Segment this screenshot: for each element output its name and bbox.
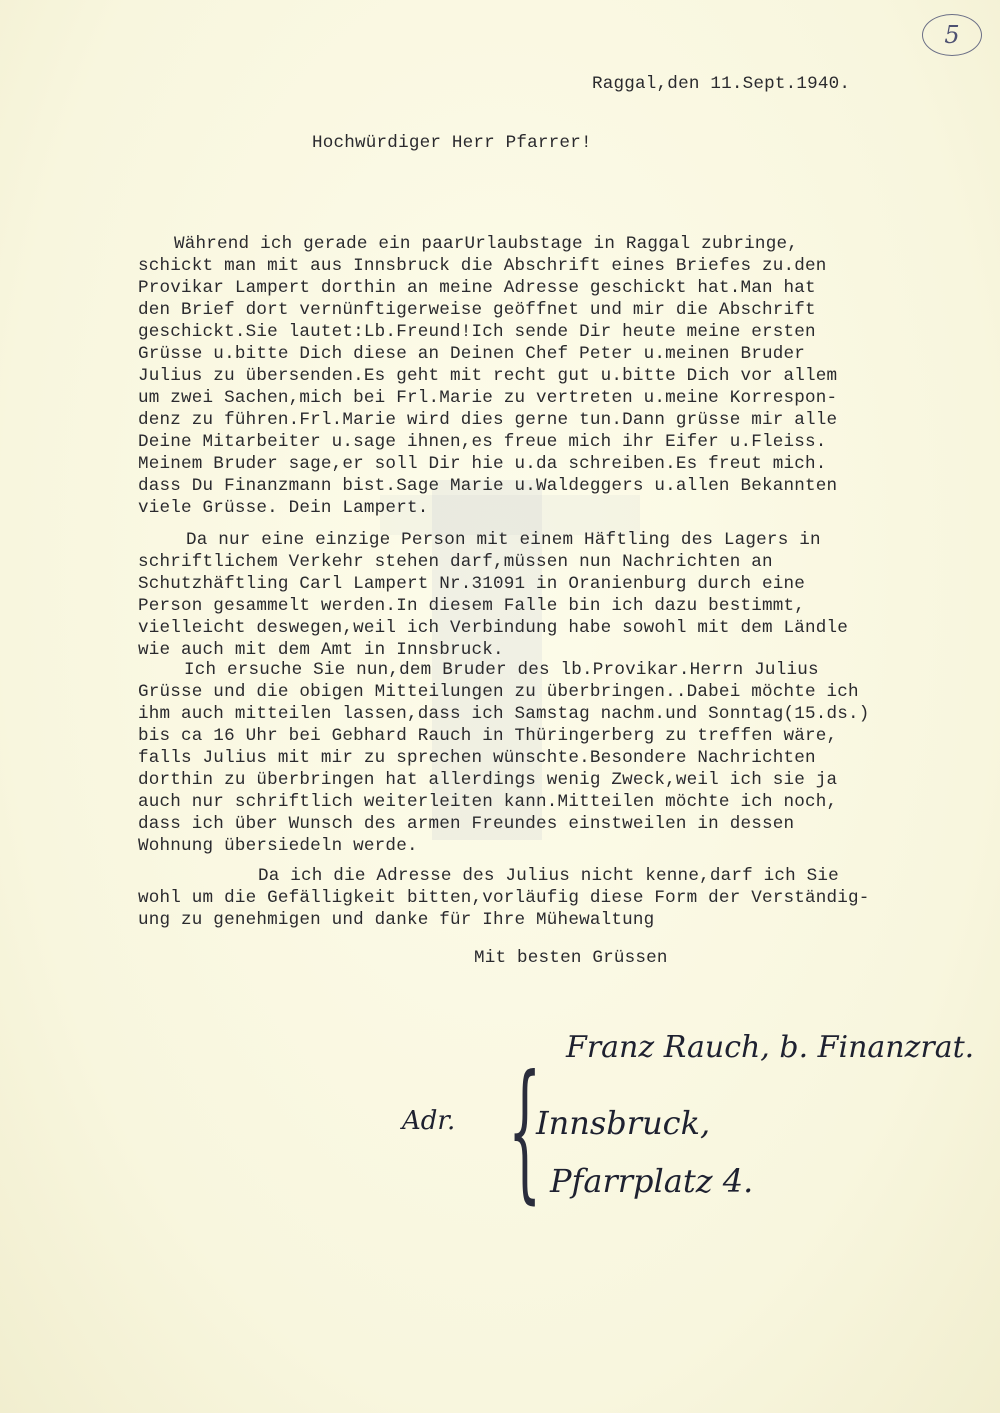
address-label: Adr. xyxy=(402,1106,456,1136)
text-line: Wohnung übersiedeln werde. xyxy=(138,836,418,856)
closing: Mit besten Grüssen xyxy=(474,948,668,968)
text-line: Grüsse u.bitte Dich diese an Deinen Chef Peter u.meinen Bruder xyxy=(138,344,805,364)
date-line: Raggal,den 11.Sept.1940. xyxy=(592,74,851,94)
text-line: Grüsse und die obigen Mitteilungen zu überbringen..Dabei möchte ich xyxy=(138,682,859,702)
text-line: dass ich über Wunsch des armen Freundes einstweilen in dessen xyxy=(138,814,795,834)
text-line: dorthin zu überbringen hat allerdings wenig Zweck,weil ich sie ja xyxy=(138,770,838,790)
text-line: viele Grüsse. Dein Lampert. xyxy=(138,498,429,518)
text-line: Da nur eine einzige Person mit einem Häftling des Lagers in xyxy=(186,530,821,550)
text-line: bis ca 16 Uhr bei Gebhard Rauch in Thüringerberg zu treffen wäre, xyxy=(138,726,838,746)
text-line: Meinem Bruder sage,er soll Dir hie u.da schreiben.Es freut mich. xyxy=(138,454,827,474)
address-street: Pfarrplatz 4. xyxy=(550,1162,754,1200)
text-line: Schutzhäftling Carl Lampert Nr.31091 in Oranienburg durch eine xyxy=(138,574,805,594)
text-line: Provikar Lampert dorthin an meine Adresse geschickt hat.Man hat xyxy=(138,278,816,298)
text-line: Während ich gerade ein paarUrlaubstage in Raggal zubringe, xyxy=(174,234,798,254)
text-line: auch nur schriftlich weiterleiten kann.Mitteilen möchte ich noch, xyxy=(138,792,838,812)
page-number-circle: 5 xyxy=(922,14,982,56)
text-line: geschickt.Sie lautet:Lb.Freund!Ich sende Dir heute meine ersten xyxy=(138,322,816,342)
text-line: schickt man mit aus Innsbruck die Abschrift eines Briefes zu.den xyxy=(138,256,827,276)
text-line: vielleicht deswegen,weil ich Verbindung habe sowohl mit dem Ländle xyxy=(138,618,849,638)
text-line: dass Du Finanzmann bist.Sage Marie u.Waldeggers u.allen Bekannten xyxy=(138,476,838,496)
text-line: wie auch mit dem Amt in Innsbruck. xyxy=(138,640,504,660)
text-line: ung zu genehmigen und danke für Ihre Mühewaltung xyxy=(138,910,655,930)
text-line: falls Julius mit mir zu sprechen wünschte.Besondere Nachrichten xyxy=(138,748,816,768)
text-line: ihm auch mitteilen lassen,dass ich Samstag nachm.und Sonntag(15.ds.) xyxy=(138,704,870,724)
text-line: Deine Mitarbeiter u.sage ihnen,es freue mich ihr Eifer u.Fleiss. xyxy=(138,432,827,452)
text-line: Person gesammelt werden.In diesem Falle bin ich dazu bestimmt, xyxy=(138,596,805,616)
text-line: um zwei Sachen,mich bei Frl.Marie zu vertreten u.meine Korrespon- xyxy=(138,388,838,408)
text-line: Da ich die Adresse des Julius nicht kenne,darf ich Sie xyxy=(258,866,839,886)
handwritten-signature: Franz Rauch, b. Finanzrat. xyxy=(566,1030,975,1065)
text-line: denz zu führen.Frl.Marie wird dies gerne tun.Dann grüsse mir alle xyxy=(138,410,838,430)
text-line: Ich ersuche Sie nun,dem Bruder des lb.Provikar.Herrn Julius xyxy=(184,660,819,680)
text-line: Julius zu übersenden.Es geht mit recht gut u.bitte Dich vor allem xyxy=(138,366,838,386)
salutation: Hochwürdiger Herr Pfarrer! xyxy=(312,133,592,153)
address-city: Innsbruck, xyxy=(536,1104,711,1142)
text-line: den Brief dort vernünftigerweise geöffnet und mir die Abschrift xyxy=(138,300,816,320)
text-line: wohl um die Gefälligkeit bitten,vorläufig diese Form der Verständig- xyxy=(138,888,870,908)
brace-mark: { xyxy=(508,1044,542,1218)
text-line: schriftlichem Verkehr stehen darf,müssen nun Nachrichten an xyxy=(138,552,773,572)
